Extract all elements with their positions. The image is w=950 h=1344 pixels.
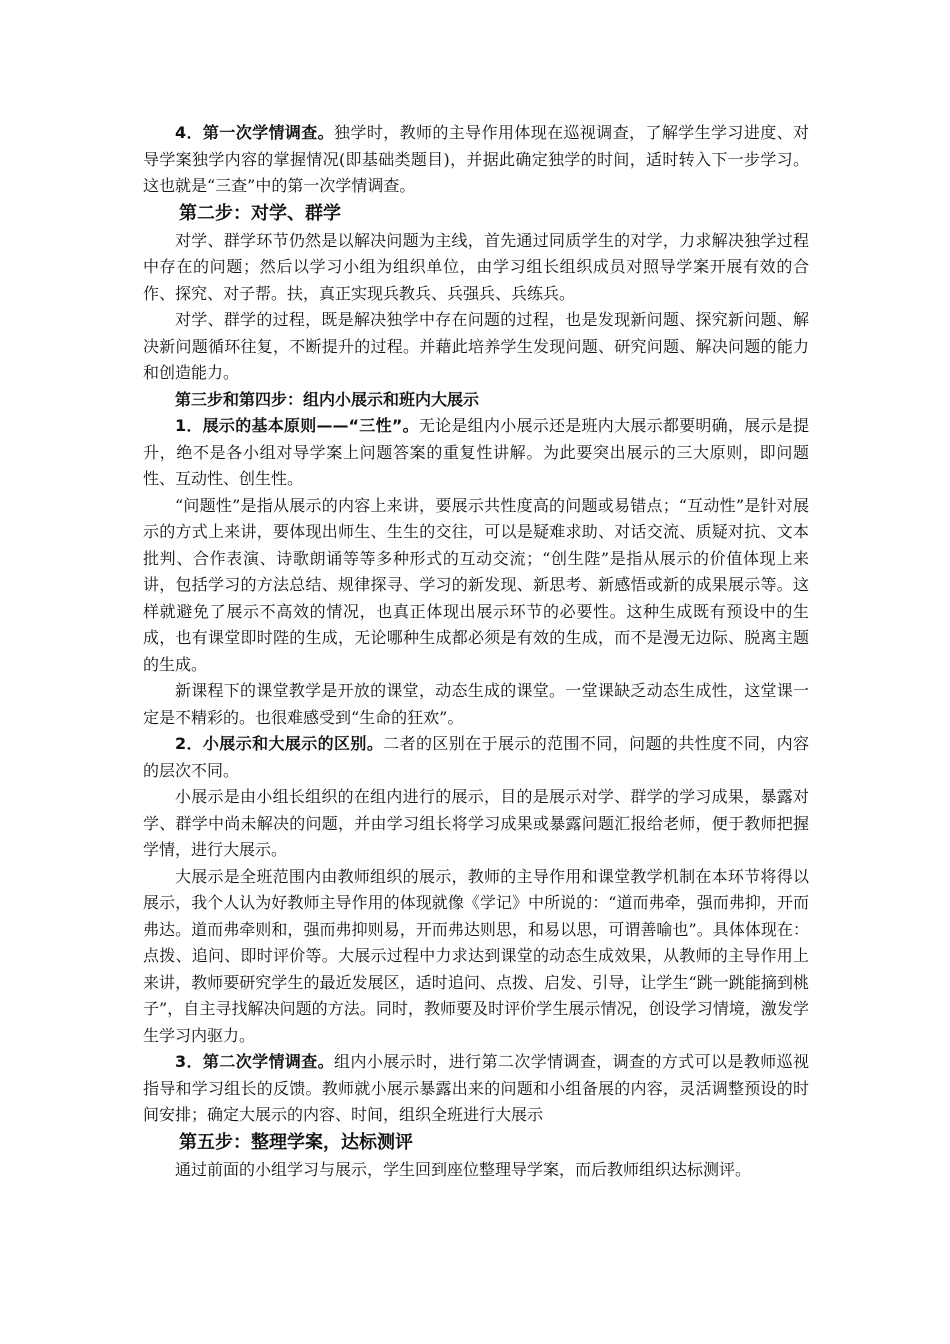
paragraph-big-display: 大展示是全班范围内由教师组织的展示，教师的主导作用和课堂教学机制在本环节将得以展示，我个人认为好教师主导作用的体现就像《学记》中所说的：“道而弗牵，强而弗抑，开而弗达。道而弗牵则和，强而弗抑则易，开而弗达则思，和易以思，可谓善喻也”。具体体现在：点拨、追问、即时评价等。大展示过程中力求达到课堂的动态生成效果，从教师的主导作用上来讲，教师要研究学生的最近发展区，适时追问、点拨、启发、引导，让学生“跳一跳能摘到桃子”，自主寻找解决问题的方法。同时，教师要及时评价学生展示情况，创设学习情境，激发学生学习内驱力。 xyxy=(143,866,809,1045)
paragraph-text: 组内小展示时，进行第二次学情调查，调查的方式可以是教师巡视指导和学习组长的反馈。教师就小展示暴露出来的问题和小组备展的内容，灵活调整预设的时间安排；确定大展示的内容、时间，组织全班进行大展示 xyxy=(143,1052,809,1124)
paragraph-lead: 3．第二次学情调查。 xyxy=(175,1052,335,1071)
paragraph-text: 独学时，教师的主导作用体现在巡视调查，了解学生学习进度、对导学案独学内容的掌握情况(即基础类题目)，并据此确定独学的时间，适时转入下一步学习。这也就是“三查”中的第一次学情调查。 xyxy=(143,123,809,195)
document-page xyxy=(143,120,809,1183)
paragraph-lead: 1．展示的基本原则——“三性”。 xyxy=(175,416,419,435)
heading-step-5: 第五步：整理学案，达标测评 xyxy=(179,1131,413,1153)
paragraph-text: 无论是组内小展示还是班内大展示都要明确，展示是提升，绝不是各小组对导学案上问题答案的重复性讲解。为此要突出展示的三大原则，即问题性、互动性、创生性。 xyxy=(143,416,809,488)
paragraph-pair-group-process: 对学、群学的过程，既是解决独学中存在问题的过程，也是发现新问题、探究新问题、解决新问题循环往复，不断提升的过程。并藉此培养学生发现问题、研究问题、解决问题的能力和创造能力。 xyxy=(143,310,809,382)
heading-step-3-4: 第三步和第四步：组内小展示和班内大展示 xyxy=(175,389,480,409)
paragraph-display-principles xyxy=(143,413,809,493)
paragraph-dynamic-classroom: 新课程下的课堂教学是开放的课堂，动态生成的课堂。一堂课缺乏动态生成性，这堂课一定是不精彩的。也很难感受到“生命的狂欢”。 xyxy=(143,681,809,727)
paragraph-lead: 4．第一次学情调查。 xyxy=(175,123,335,142)
paragraph-pair-group-learning: 对学、群学环节仍然是以解决问题为主线，首先通过同质学生的对学，力求解决独学过程中存在的问题；然后以学习小组为组织单位，由学习组长组织成员对照导学案开展有效的合作、探究、对子帮。扶，真正实现兵教兵、兵强兵、兵练兵。 xyxy=(143,230,809,303)
paragraph-text: 二者的区别在于展示的范围不同，问题的共性度不同，内容的层次不同。 xyxy=(143,734,809,780)
paragraph-lead: 2．小展示和大展示的区别。 xyxy=(175,734,384,753)
paragraph-first-survey xyxy=(143,120,809,200)
paragraph-small-display: 小展示是由小组长组织的在组内进行的展示，目的是展示对学、群学的学习成果，暴露对学、群学中尚未解决的问题，并由学习组长将学习成果或暴露问题汇报给老师，便于教师把握学情，进行大展示。 xyxy=(143,787,809,859)
paragraph-three-principles-detail: “问题性”是指从展示的内容上来讲，要展示共性度高的问题或易错点；“互动性”是针对展示的方式上来讲，要体现出师生、生生的交往，可以是疑难求助、对话交流、质疑对抗、文本批判、合作表演、诗歌朗诵等等多种形式的互动交流；“创生陛”是指从展示的价值体现上来讲，包括学习的方法总结、规律探寻、学习的新发现、新思考、新感悟或新的成果展示等。这样就避免了展示不高效的情况，也真正体现出展示环节的必要性。这种生成既有预设中的生成，也有课堂即时陛的生成，无论哪种生成都必须是有效的生成，而不是漫无边际、脱离主题的生成。 xyxy=(143,495,809,674)
heading-step-2: 第二步：对学、群学 xyxy=(179,202,341,224)
paragraph-review-test: 通过前面的小组学习与展示，学生回到座位整理导学案，而后教师组织达标测评。 xyxy=(175,1159,752,1179)
paragraph-second-survey xyxy=(143,1049,809,1129)
paragraph-small-vs-big xyxy=(143,731,809,784)
